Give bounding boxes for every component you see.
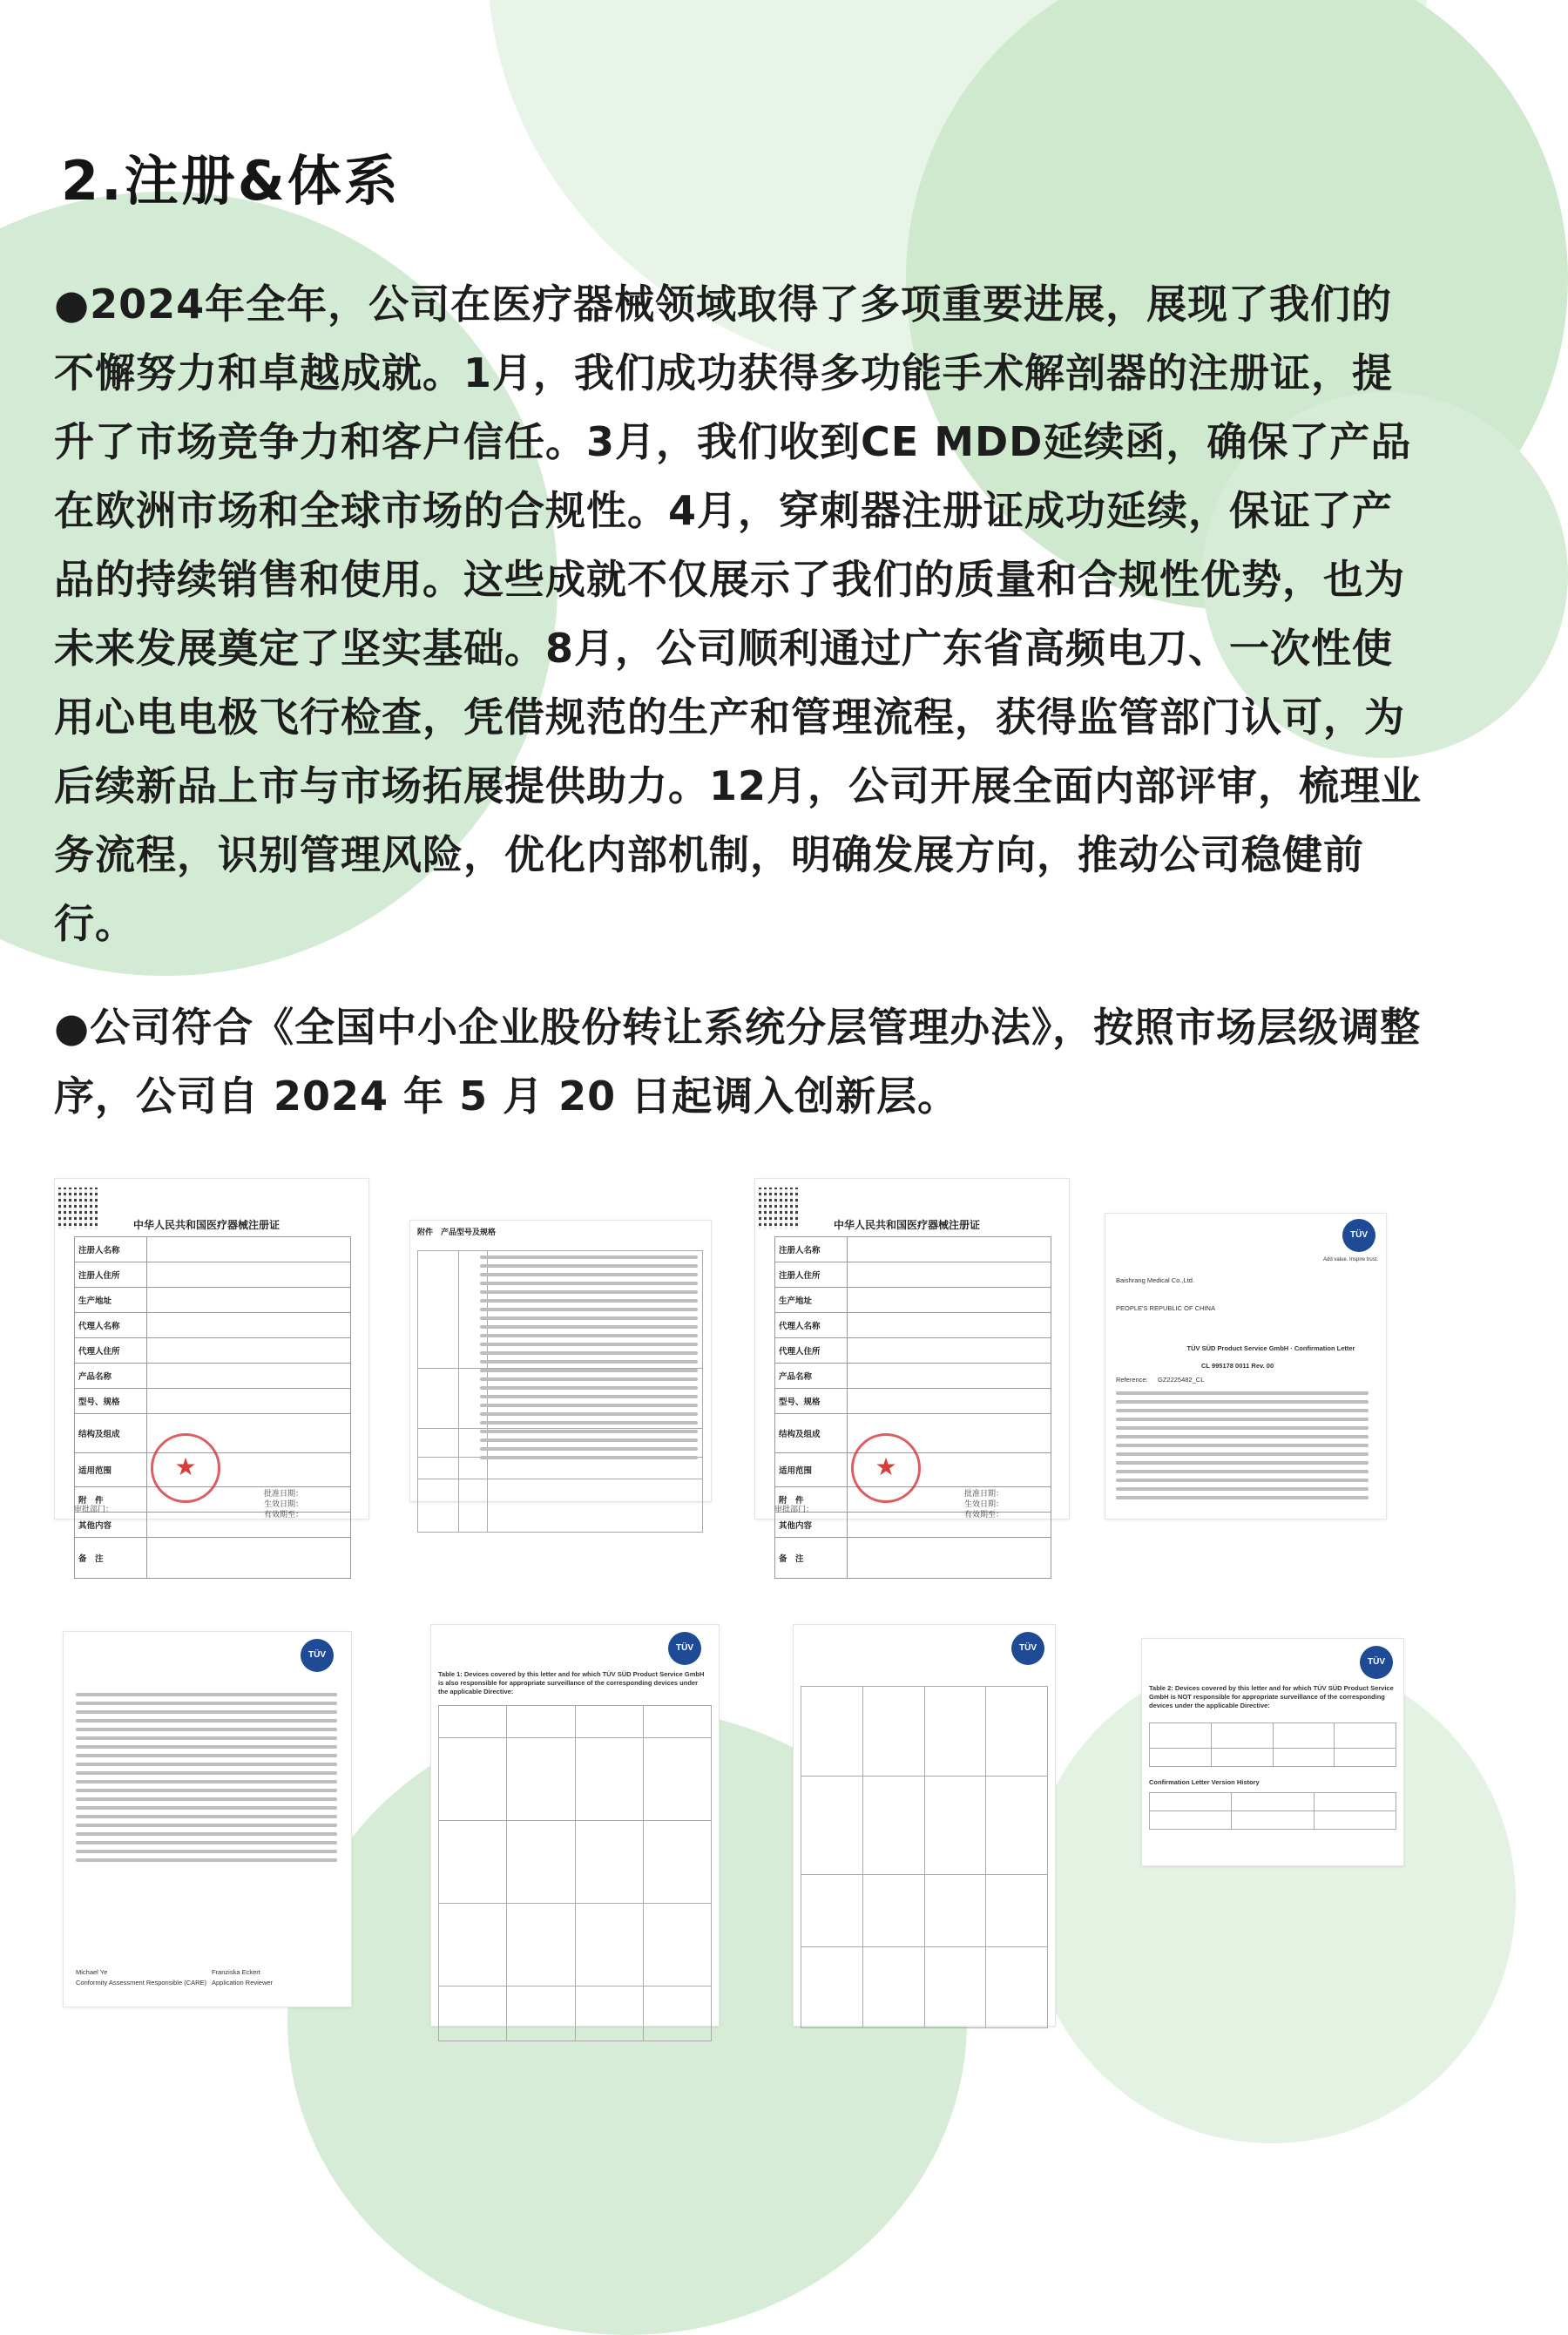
recipient-company: Baishrang Medical Co.,Ltd. <box>1116 1276 1195 1284</box>
annex-document-image <box>409 1220 712 1502</box>
certificate-table: 注册人名称 注册人住所 生产地址 代理人名称 代理人住所 产品名称 型号、规格 结构及组成 适用范围 附 件 其他内容 备 注 <box>74 1236 351 1579</box>
official-stamp-icon: ★ <box>851 1433 921 1503</box>
effective-date-label: 生效日期： <box>964 1499 1004 1508</box>
letter-heading: TÜV SÜD Product Service GmbH · Confirmation Letter <box>1186 1344 1355 1352</box>
approval-date-label: 批准日期： <box>264 1489 304 1498</box>
tuv-signature-page-image <box>63 1631 352 2007</box>
reference-label: Reference: <box>1116 1376 1148 1384</box>
reference-value: GZ2225482_CL <box>1158 1376 1205 1384</box>
certificate-title: 中华人民共和国医疗器械注册证 <box>133 1219 280 1231</box>
tuv-tagline: Add value. Inspire trust. <box>1323 1257 1379 1262</box>
certificate-table: 注册人名称 注册人住所 生产地址 代理人名称 代理人住所 产品名称 型号、规格 结构及组成 适用范围 附 件 其他内容 备 注 <box>774 1236 1051 1579</box>
qr-code-icon <box>58 1188 100 1229</box>
tuv-device-table-2 <box>1149 1722 1396 1767</box>
qr-code-icon <box>759 1188 801 1229</box>
table-2-title: Table 2: Devices covered by this letter and for which TÜV SÜD Product Service GmbH is NOT responsible for appropriate surveillance of the corresponding devices under the applicable Directive: <box>1149 1684 1394 1709</box>
signer-name-1: Michael Ye <box>76 1968 108 1976</box>
tuv-logo-icon: TÜV <box>1011 1632 1044 1665</box>
signer-role-2: Application Reviewer <box>212 1979 274 1986</box>
tuv-logo-icon: TÜV <box>1360 1646 1393 1679</box>
signer-role-1: Conformity Assessment Responsible (CARE) <box>76 1979 207 1986</box>
official-stamp-icon: ★ <box>151 1433 220 1503</box>
tuv-table-1-image <box>430 1624 720 2027</box>
table-1-title: Table 1: Devices covered by this letter and for which TÜV SÜD Product Service GmbH is also responsible for appropriate surveillance of the corresponding devices under the applicable Directive: <box>438 1670 705 1695</box>
registration-certificate-image <box>54 1178 369 1564</box>
version-history-table <box>1149 1792 1396 1830</box>
body-paragraph-2: ●公司符合《全国中小企业股份转让系统分层管理办法》，按照市场层级调整序，公司自 2024 年 5 月 20 日起调入创新层。 <box>54 1004 1422 1120</box>
tuv-confirmation-letter-image <box>1105 1213 1387 1519</box>
expiry-date-label: 有效期至： <box>264 1510 304 1519</box>
registration-certificate-image-2 <box>754 1178 1070 1564</box>
certificate-title: 中华人民共和国医疗器械注册证 <box>834 1219 981 1231</box>
tuv-device-table-continued <box>801 1686 1048 2028</box>
tuv-table-2-image <box>1141 1638 1404 1866</box>
approval-label: 审批部门： <box>774 1505 814 1513</box>
tuv-logo-icon: TÜV <box>301 1639 334 1672</box>
approval-label: 审批部门： <box>74 1505 114 1513</box>
annex-title: 附件 产品型号及规格 <box>417 1228 497 1236</box>
tuv-table-continued-image <box>793 1624 1056 2027</box>
recipient-country: PEOPLE'S REPUBLIC OF CHINA <box>1116 1304 1215 1312</box>
page-title: 2.注册&体系 <box>61 149 401 213</box>
approval-date-label: 批准日期： <box>964 1489 1004 1498</box>
signer-name-2: Franziska Eckert <box>212 1968 260 1976</box>
version-history-title: Confirmation Letter Version History <box>1149 1778 1260 1786</box>
tuv-logo-icon: TÜV <box>668 1632 701 1665</box>
letter-ref: CL 995178 0011 Rev. 00 <box>1201 1362 1274 1370</box>
expiry-date-label: 有效期至： <box>964 1510 1004 1519</box>
tuv-logo-icon: TÜV <box>1342 1219 1375 1252</box>
body-paragraph-1: ●2024年全年，公司在医疗器械领域取得了多项重要进展，展现了我们的不懈努力和卓越成就。1月，我们成功获得多功能手术解剖器的注册证，提升了市场竞争力和客户信任。3月，我们收到CE MDD延续函，确保了产品在欧洲市场和全球市场的合规性。4月，穿刺器注册证成功延续，保证了产品的持续销售和使用。这些成就不仅展示了我们的质量和合规性优势，也为未来发展奠定了坚实基础。8月，公司顺利通过广东省高频电刀、一次性使用心电电极飞行检查，凭借规范的生产和管理流程，获得监管部门认可，为后续新品上市与市场拓展提供助力。12月，公司开展全面内部评审，梳理业务流程，识别管理风险，优化内部机制，明确发展方向，推动公司稳健前行。 <box>54 281 1423 947</box>
tuv-device-table-1 <box>438 1705 712 2041</box>
effective-date-label: 生效日期： <box>264 1499 304 1508</box>
